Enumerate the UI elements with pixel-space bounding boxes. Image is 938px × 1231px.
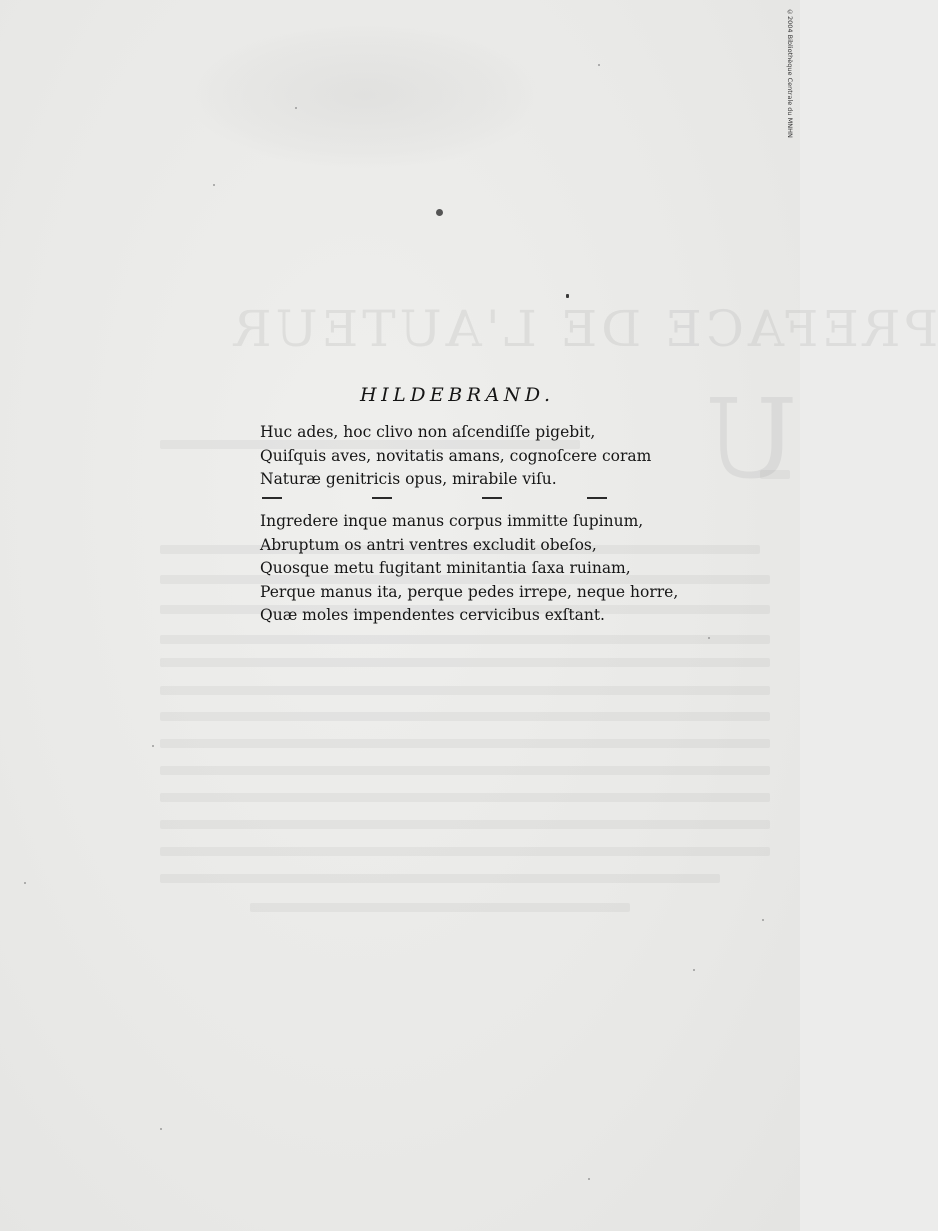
stanza-1 <box>260 421 651 492</box>
bleed-through-line <box>160 739 770 748</box>
verse-line: Ingredere inque manus corpus immitte ſupinum, <box>260 512 644 530</box>
bleed-through-initial: U <box>705 375 798 503</box>
paper-speck <box>588 1178 590 1180</box>
verse-line: Huc ades, hoc clivo non aſcendiſſe pigebit, <box>260 423 596 441</box>
bleed-through-line <box>160 793 770 802</box>
bleed-through-line <box>160 658 770 667</box>
separator-dash <box>262 497 282 499</box>
verse-line: Naturæ genitricis opus, mirabile viſu. <box>260 470 557 489</box>
stanza-2 <box>260 510 678 628</box>
section-separator <box>262 494 607 502</box>
paper-speck <box>708 637 710 639</box>
bleed-through-line <box>160 766 770 775</box>
bleed-through-line <box>160 635 770 644</box>
printer-mark-ornament <box>436 209 443 216</box>
bleed-through-line <box>160 820 770 829</box>
bleed-through-line <box>160 874 720 883</box>
separator-dash <box>372 497 392 499</box>
verse-line: Abruptum os antri ventres excludit obeſos, <box>260 535 597 554</box>
paper-speck <box>762 919 764 921</box>
verse-line: Perque manus ita, perque pedes irrepe, neque horre, <box>260 582 679 601</box>
bleed-through-line <box>160 847 770 856</box>
ink-speck <box>566 294 569 298</box>
copyright-notice: ©2004 Bibliothèque Centrale du MNHN <box>786 8 794 138</box>
bleed-through-heading: PREFACE DE L'AUTEUR <box>230 300 938 358</box>
paper-speck <box>152 745 154 747</box>
paper-speck <box>24 882 26 884</box>
bleed-through-line <box>760 470 790 479</box>
paper-speck <box>160 1128 162 1130</box>
bleed-through-line <box>250 903 630 912</box>
paper-speck <box>598 64 600 66</box>
paper-speck <box>213 184 215 186</box>
separator-dash <box>482 497 502 499</box>
separator-dash <box>587 497 607 499</box>
paper-speck <box>295 107 297 109</box>
verse-line: Quiſquis aves, novitatis amans, cognoſcere coram <box>260 446 652 465</box>
bleed-through-line <box>160 686 770 695</box>
bleed-through-line <box>160 712 770 721</box>
paper-speck <box>693 969 695 971</box>
poem-title: HILDEBRAND. <box>360 384 555 406</box>
verse-line: Quæ moles impendentes cervicibus exſtant. <box>260 606 605 625</box>
verse-line: Quosque metu fugitant minitantia ſaxa ruinam, <box>260 559 631 578</box>
bleed-through-ornament <box>185 20 545 170</box>
